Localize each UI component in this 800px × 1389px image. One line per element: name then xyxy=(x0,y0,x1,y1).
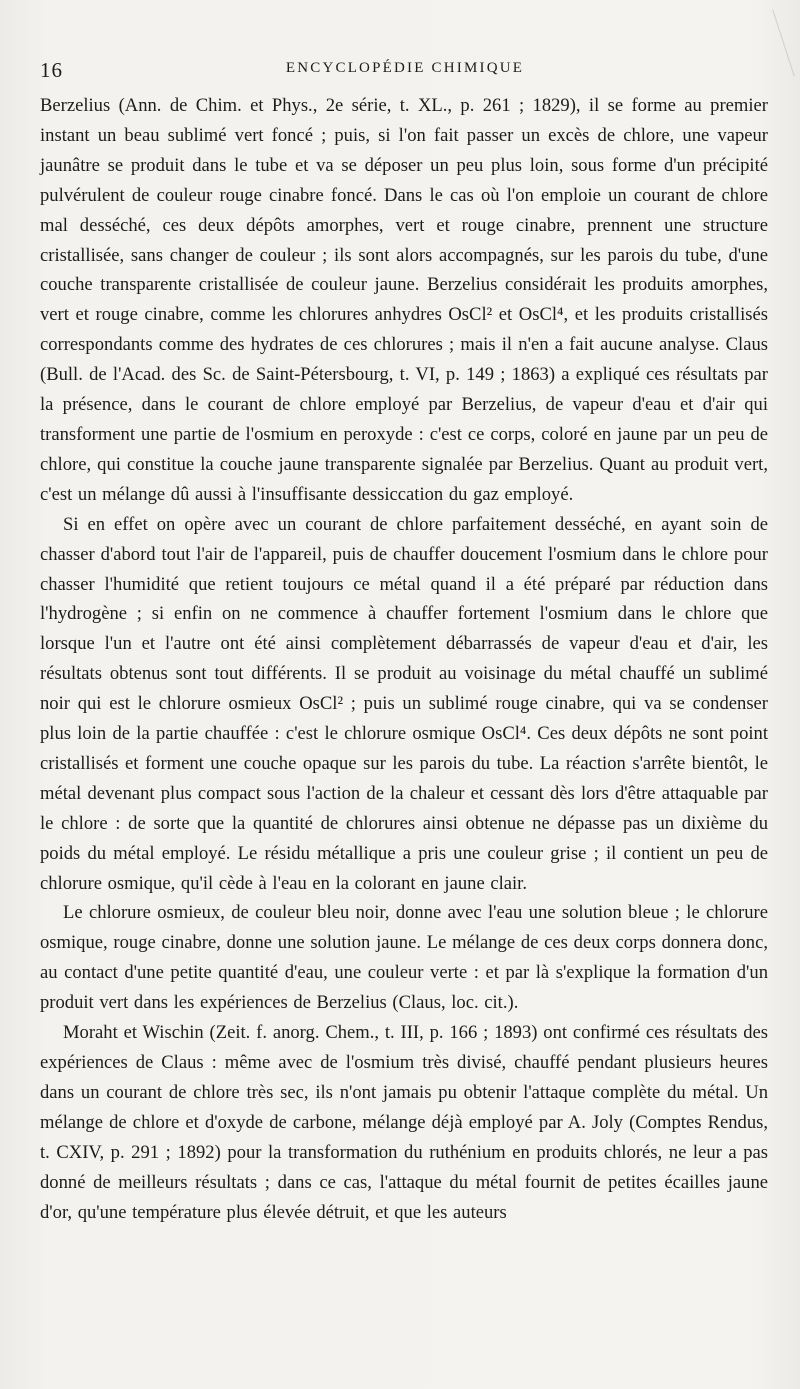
paragraph-4: Moraht et Wischin (Zeit. f. anorg. Chem., t. III, p. 166 ; 1893) ont confirmé ces résultats des expériences de Claus : même avec de l'osmium très divisé, chauffé pendant plusieurs heures dans un courant de chlore très sec, ils n'ont jamais pu obtenir l'attaque complète du métal. Un mélange de chlore et d'oxyde de carbone, mélange déjà employé par A. Joly (Comptes Rendus, t. CXIV, p. 291 ; 1892) pour la transformation du ruthénium en produits chlorés, ne leur a pas donné de meilleurs résultats ; dans ce cas, l'attaque du métal fournit de petites écailles jaune d'or, qu'une température plus élevée détruit, et que les auteurs xyxy=(40,1022,768,1223)
page-header xyxy=(40,58,770,86)
paragraph-1: Berzelius (Ann. de Chim. et Phys., 2e série, t. XL., p. 261 ; 1829), il se forme au premier instant un beau sublimé vert foncé ; puis, si l'on fait passer un excès de chlore, une vapeur jaunâtre se produit dans le tube et va se déposer un peu plus loin, sous forme d'un précipité pulvérulent de couleur rouge cinabre foncé. Dans le cas où l'on emploie un courant de chlore mal desséché, ces deux dépôts amorphes, vert et rouge cinabre, prennent une structure cristallisée, sans changer de couleur ; ils sont alors accompagnés, sur les parois du tube, d'une couche transparente cristallisée de couleur jaune. Berzelius considérait les produits amorphes, vert et rouge cinabre, comme les chlorures anhydres OsCl² et OsCl⁴, et les produits cristallisés correspondants comme des hydrates de ces chlorures ; mais il n'en a fait aucune analyse. Claus (Bull. de l'Acad. des Sc. de Saint-Pétersbourg, t. VI, p. 149 ; 1863) a expliqué ces résultats par la présence, dans le courant de chlore employé par Berzelius, de vapeur d'eau et d'air qui transforment une partie de l'osmium en peroxyde : c'est ce corps, coloré en jaune par un peu de chlore, qui constitue la couche jaune transparente signalée par Berzelius. Quant au produit vert, c'est un mélange dû aussi à l'insuffisante dessiccation du gaz employé. xyxy=(40,95,768,505)
page-number: 16 xyxy=(40,58,63,82)
scan-mark xyxy=(772,10,795,77)
body-text xyxy=(40,91,768,1227)
paragraph-3: Le chlorure osmieux, de couleur bleu noir, donne avec l'eau une solution bleue ; le chlorure osmique, rouge cinabre, donne une solution jaune. Le mélange de ces deux corps donnera donc, au contact d'une petite quantité d'eau, une couleur verte : et par là s'explique la formation d'un produit vert dans les expériences de Berzelius (Claus, loc. cit.). xyxy=(40,902,768,1014)
running-title: ENCYCLOPÉDIE CHIMIQUE xyxy=(285,60,525,76)
paragraph-2: Si en effet on opère avec un courant de chlore parfaitement desséché, en ayant soin de chasser d'abord tout l'air de l'appareil, puis de chauffer doucement l'osmium dans le chlore pour chasser l'humidité que retient toujours ce métal quand il a été préparé par réduction dans l'hydrogène ; si enfin on ne commence à chauffer fortement l'osmium dans le chlore que lorsque l'un et l'autre ont été ainsi complètement débarrassés de vapeur d'eau et d'air, les résultats obtenus sont tout différents. Il se produit au voisinage du métal chauffé un sublimé noir qui est le chlorure osmieux OsCl² ; puis un sublimé rouge cinabre, qui va se condenser plus loin de la partie chauffée : c'est le chlorure osmique OsCl⁴. Ces deux dépôts ne sont point cristallisés et forment une couche opaque sur les parois du tube. La réaction s'arrête bientôt, le métal devenant plus compact sous l'action de la chaleur et cessant dès lors d'être attaquable par le chlore : de sorte que la quantité de chlorures ainsi obtenue ne dépasse pas un dixième du poids du métal employé. Le résidu métallique a pris une couleur grise ; il contient un peu de chlorure osmique, qu'il cède à l'eau en la colorant en jaune clair. xyxy=(40,513,768,894)
